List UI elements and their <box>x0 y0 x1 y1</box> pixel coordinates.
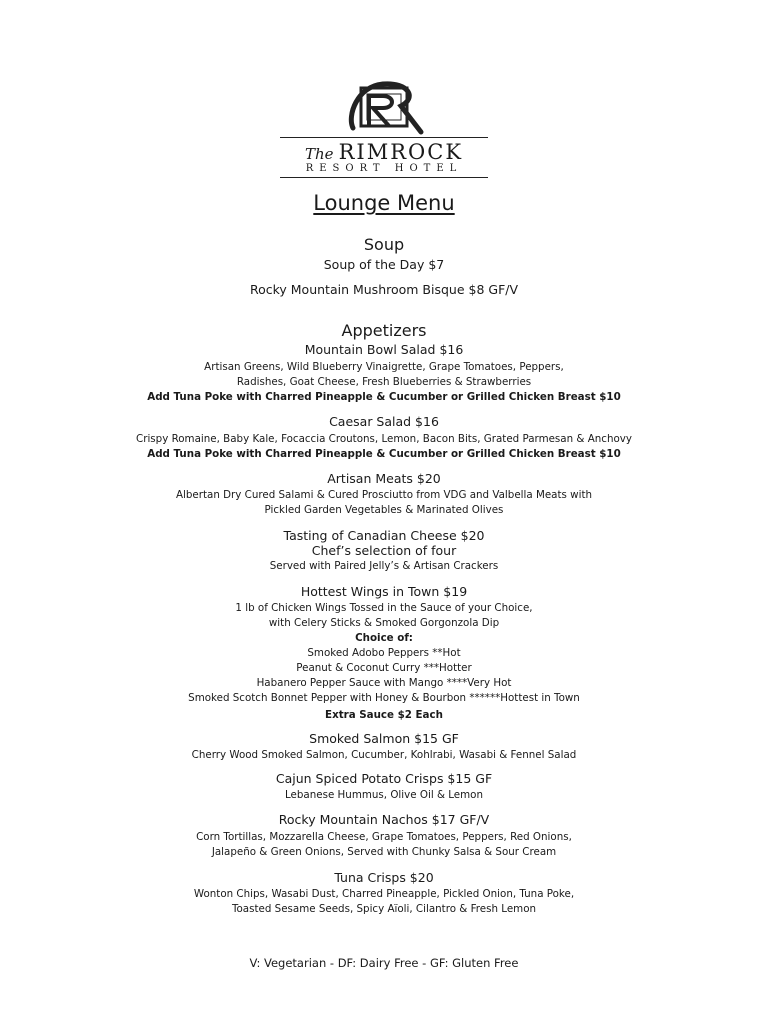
hotel-logo <box>0 76 768 186</box>
item-description: Artisan Greens, Wild Blueberry Vinaigrette, Grape Tomatoes, Peppers, <box>204 361 564 373</box>
logo-the: The <box>304 145 334 163</box>
item-description: Served with Paired Jelly’s & Artisan Crackers <box>269 560 499 572</box>
item-title: Smoked Salmon $15 GF <box>309 731 459 746</box>
wing-choice: Peanut & Coconut Curry ***Hotter <box>296 662 472 674</box>
section-title-soup: Soup <box>363 235 405 254</box>
soup-item: Soup of the Day $7 <box>323 257 445 272</box>
item-description: 1 lb of Chicken Wings Tossed in the Sauce of your Choice, <box>235 602 533 614</box>
item-title: Mountain Bowl Salad $16 <box>304 342 464 357</box>
item-title: Cajun Spiced Potato Crisps $15 GF <box>275 771 493 786</box>
item-description: Radishes, Goat Cheese, Fresh Blueberries & Strawberries <box>236 376 532 388</box>
logo-wordmark <box>280 140 488 164</box>
item-description: Wonton Chips, Wasabi Dust, Charred Pineapple, Pickled Onion, Tuna Poke, <box>193 888 575 900</box>
item-addon: Add Tuna Poke with Charred Pineapple & Cucumber or Grilled Chicken Breast $10 <box>147 391 621 403</box>
item-subtitle: Chef’s selection of four <box>311 543 457 558</box>
wing-choice: Habanero Pepper Sauce with Mango ****Very Hot <box>256 677 512 689</box>
logo-subtitle: RESORT HOTEL <box>305 163 463 174</box>
item-description: Toasted Sesame Seeds, Spicy Aïoli, Cilantro & Fresh Lemon <box>231 903 537 915</box>
soup-item: Rocky Mountain Mushroom Bisque $8 GF/V <box>249 282 519 297</box>
item-title: Caesar Salad $16 <box>329 414 439 429</box>
item-description: Corn Tortillas, Mozzarella Cheese, Grape Tomatoes, Peppers, Red Onions, <box>196 831 572 843</box>
item-description: Cherry Wood Smoked Salmon, Cucumber, Kohlrabi, Wasabi & Fennel Salad <box>191 749 577 761</box>
item-title: Tuna Crisps $20 <box>334 870 434 885</box>
item-description: Albertan Dry Cured Salami & Cured Prosciutto from VDG and Valbella Meats with <box>175 489 593 501</box>
wing-choice: Smoked Adobo Peppers **Hot <box>307 647 461 659</box>
item-addon: Add Tuna Poke with Charred Pineapple & Cucumber or Grilled Chicken Breast $10 <box>147 448 621 460</box>
item-description: Crispy Romaine, Baby Kale, Focaccia Croutons, Lemon, Bacon Bits, Grated Parmesan & Anchovy <box>136 433 632 445</box>
logo-name: RIMROCK <box>338 140 464 164</box>
item-description: Pickled Garden Vegetables & Marinated Olives <box>264 504 504 516</box>
wing-choice: Smoked Scotch Bonnet Pepper with Honey & Bourbon ******Hottest in Town <box>188 692 580 704</box>
rr-monogram-icon <box>339 76 429 136</box>
logo-rule-bottom <box>280 177 488 178</box>
extra-sauce-note: Extra Sauce $2 Each <box>325 709 443 721</box>
logo-rule-top <box>280 137 488 138</box>
item-title: Hottest Wings in Town $19 <box>300 584 468 599</box>
item-title: Artisan Meats $20 <box>327 471 441 486</box>
item-description: Jalapeño & Green Onions, Served with Chunky Salsa & Sour Cream <box>211 846 557 858</box>
menu-title: Lounge Menu <box>313 191 455 215</box>
item-description: with Celery Sticks & Smoked Gorgonzola Dip <box>268 617 500 629</box>
item-title: Rocky Mountain Nachos $17 GF/V <box>278 812 490 827</box>
section-title-appetizers: Appetizers <box>341 321 427 340</box>
item-title: Tasting of Canadian Cheese $20 <box>283 528 485 543</box>
diet-legend: V: Vegetarian - DF: Dairy Free - GF: Gluten Free <box>249 956 519 970</box>
item-description: Lebanese Hummus, Olive Oil & Lemon <box>284 789 483 801</box>
choice-label: Choice of: <box>355 632 413 644</box>
